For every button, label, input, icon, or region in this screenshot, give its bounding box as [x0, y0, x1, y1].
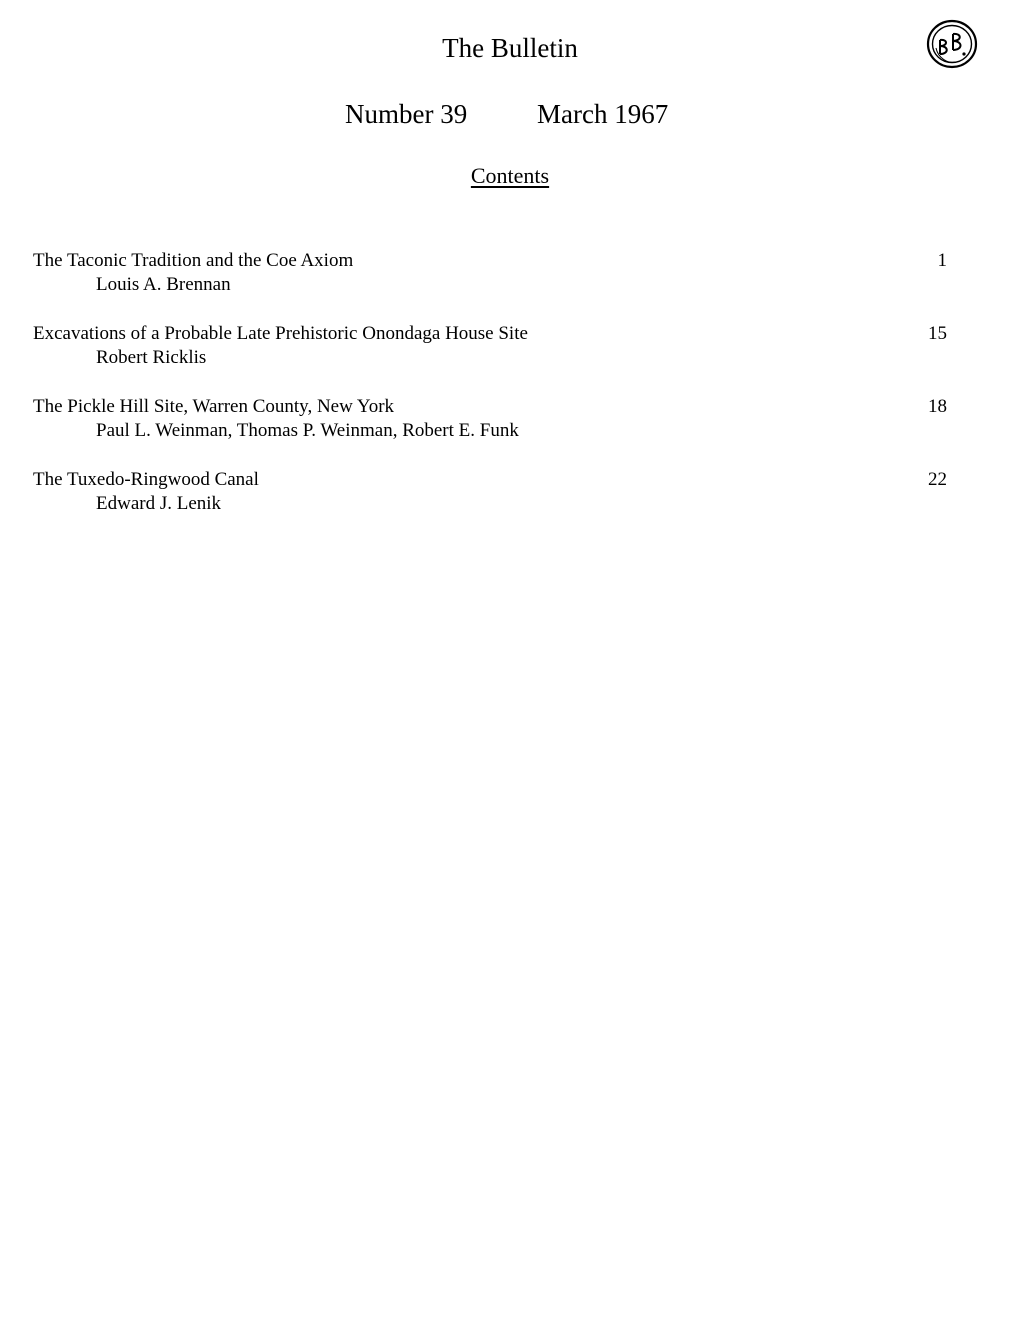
toc-entry [33, 322, 947, 370]
table-of-contents [33, 249, 947, 541]
seal-logo-icon [926, 18, 978, 70]
issue-number: Number 39 [345, 99, 468, 129]
toc-line [33, 322, 947, 346]
toc-line [33, 468, 947, 492]
toc-entry [33, 395, 947, 443]
page-number: 15 [928, 323, 947, 344]
page-number: 1 [937, 250, 947, 271]
article-title: The Tuxedo-Ringwood Canal [33, 469, 259, 490]
contents-heading-label: Contents [470, 163, 550, 188]
article-authors: Paul L. Weinman, Thomas P. Weinman, Robert E. Funk [96, 420, 519, 441]
article-title: The Pickle Hill Site, Warren County, New York [33, 396, 395, 417]
contents-heading [0, 162, 1020, 190]
toc-line [33, 395, 947, 419]
page-number: 22 [928, 469, 947, 490]
toc-line [33, 249, 947, 273]
page-title: The Bulletin [442, 33, 578, 63]
article-authors: Edward J. Lenik [96, 493, 222, 514]
article-authors: Louis A. Brennan [96, 274, 231, 295]
toc-entry [33, 468, 947, 516]
issue-date: March 1967 [537, 99, 669, 129]
page-number: 18 [928, 396, 947, 417]
toc-entry [33, 249, 947, 297]
article-title: Excavations of a Probable Late Prehistoric Onondaga House Site [33, 323, 528, 344]
article-authors: Robert Ricklis [96, 347, 207, 368]
article-title: The Taconic Tradition and the Coe Axiom [33, 250, 354, 271]
